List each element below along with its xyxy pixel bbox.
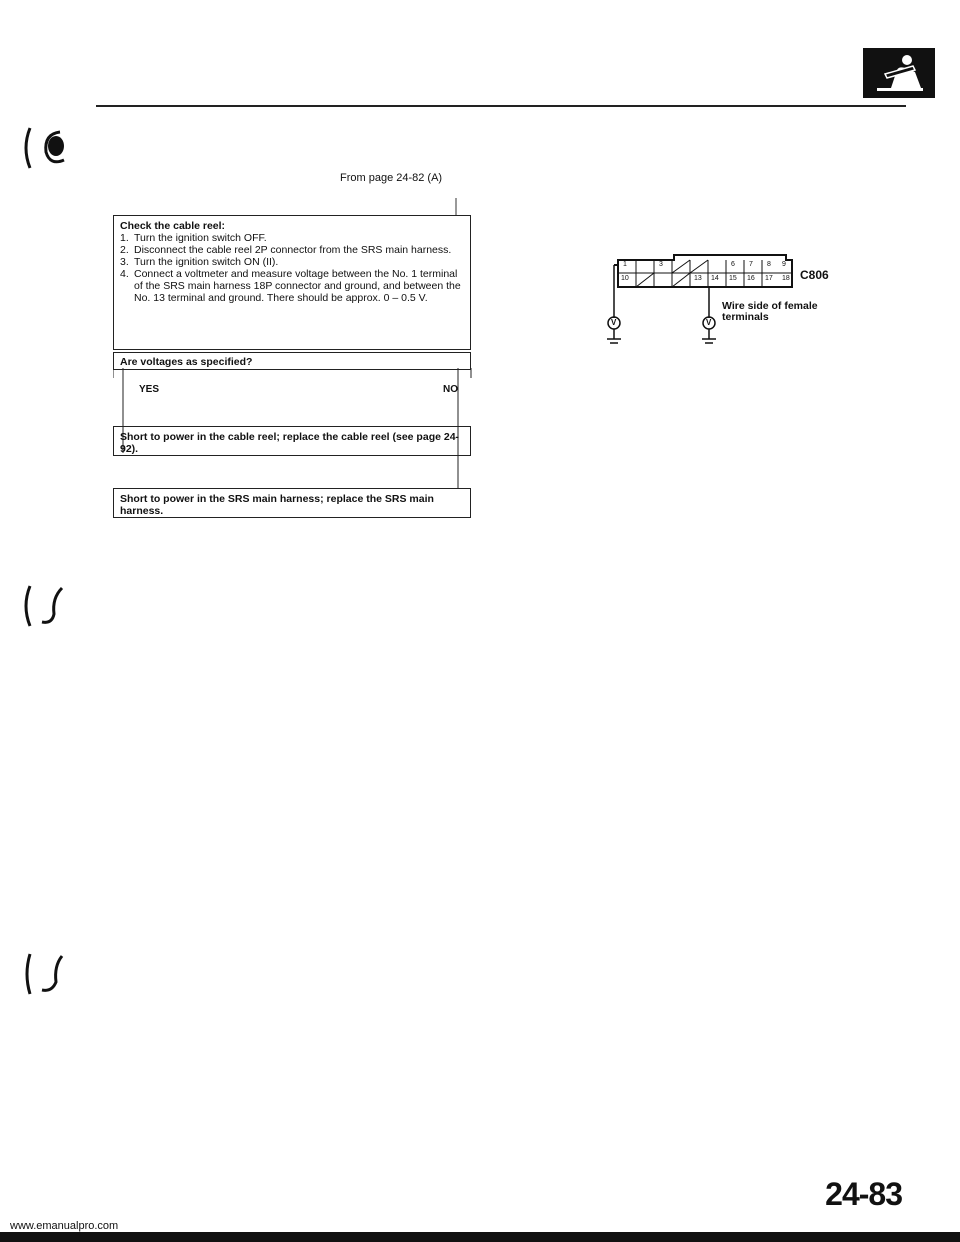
troubleshooting-flowchart [113,198,473,528]
footer-url[interactable]: www.emanualpro.com [10,1220,119,1232]
check-cable-reel-box [113,215,471,350]
connector-name: C806 [800,268,829,282]
voltmeter-symbol: V [706,318,712,327]
terminal-9: 9 [782,261,786,268]
connector-caption: Wire side of female terminals [722,300,818,323]
terminal-15: 15 [729,275,737,282]
terminal-3: 3 [659,261,663,268]
terminal-14: 14 [711,275,719,282]
binder-ring-icon [22,126,44,170]
yes-result-box: Short to power in the cable reel; replace the cable reel (see page 24-92). [113,426,471,456]
page-number: 24-83 [825,1176,902,1212]
terminal-10: 10 [621,275,629,282]
terminal-1: 1 [623,261,627,268]
terminal-13: 13 [694,275,702,282]
list-item: 3. Turn the ignition switch ON (II). [120,256,279,268]
check-box-title: Check the cable reel: [120,220,226,232]
no-branch-label: NO [443,384,458,395]
terminal-18: 18 [782,275,790,282]
no-result-box: Short to power in the SRS main harness; replace the SRS main harness. [113,488,471,518]
terminal-8: 8 [767,261,771,268]
header-rule [96,105,906,107]
yes-branch-label: YES [139,384,160,395]
voltmeter-symbol: V [611,318,617,327]
terminal-6: 6 [731,261,735,268]
from-page-reference: From page 24-82 (A) [340,172,443,184]
terminal-17: 17 [765,275,773,282]
footer-bar [0,1232,960,1242]
srs-seatbelt-icon [863,48,935,98]
binder-ring-icon [22,952,44,996]
connector-c806-diagram [600,243,890,363]
list-item: 2. Disconnect the cable reel 2P connector from the SRS main harness. [120,244,452,256]
terminal-7: 7 [749,261,753,268]
check-steps-list [120,232,464,304]
list-item: 1. Turn the ignition switch OFF. [120,232,267,244]
list-item: 4. Connect a voltmeter and measure voltage between the No. 1 terminal of the SRS main harness 18P connector and ground, and between the No. 13 terminal and ground. There should be approx. 0 – 0.5 V. [120,268,461,304]
terminal-16: 16 [747,275,755,282]
binder-ring-icon [22,584,44,628]
question-box: Are voltages as specified? [113,352,471,370]
